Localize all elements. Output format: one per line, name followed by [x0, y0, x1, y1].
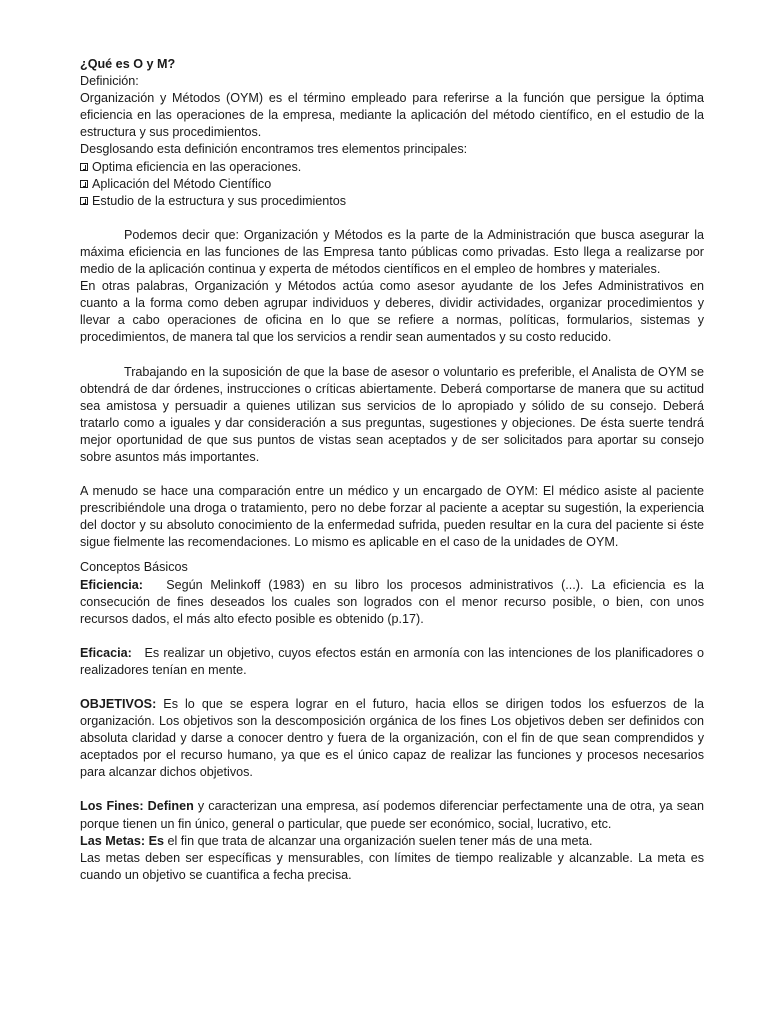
list-item: Optima eficiencia en las operaciones.: [80, 159, 704, 176]
definition-fines: Los Fines: Definen y caracterizan una empresa, así podemos diferenciar perfectamente una de otra, ya sean porque tienen un fin único, general o particular, que puede ser económico, social, lucrativo, etc.: [80, 799, 705, 831]
document-page: [80, 56, 704, 884]
checkbox-bullet-icon: [80, 163, 88, 171]
list-item: Estudio de la estructura y sus procedimientos: [80, 193, 704, 210]
definition-eficacia: Eficacia: Es realizar un objetivo, cuyos efectos están en armonía con las intenciones de los planificadores o realizadores tenían en mente.: [80, 645, 704, 677]
definition-label: Definición:: [80, 74, 139, 89]
checkbox-bullet-icon: [80, 180, 88, 188]
paragraph: Podemos decir que: Organización y Métodos es la parte de la Administración que busca asegurar la máxima eficiencia en las funciones de las Empresa tanto públicas como privadas. Esto llega a realizarse por medio de la aplicación continua y experta de métodos científicos en el empleo de hombres y materiales.: [80, 227, 704, 277]
list-item: Aplicación del Método Científico: [80, 176, 704, 193]
checkbox-bullet-icon: [80, 197, 88, 205]
definition-eficiencia: Eficiencia: Según Melinkoff (1983) en su libro los procesos administrativos (...). La eficiencia es la consecución de fines deseados los cuales son logrados con el menor recurso posible, o bien, con unos recursos dados, el más alto efecto posible es obtenido (p.17).: [80, 577, 704, 626]
paragraph: Las metas deben ser específicas y mensurables, con límites de tiempo realizable y alcanzable. La meta es cuando un objetivo se cuantifica a fecha precisa.: [80, 850, 704, 882]
definition-text: Organización y Métodos (OYM) es el término empleado para referirse a la función que persigue la óptima eficiencia en las operaciones de la empresa, mediante la aplicación del método científico, en el estudio de la estructura y sus procedimientos.: [80, 91, 704, 140]
page-title: ¿Qué es O y M?: [80, 57, 176, 71]
paragraph: En otras palabras, Organización y Métodos actúa como asesor ayudante de los Jefes Administrativos en cuanto a la forma como deben agrupar individuos y deberes, dividir actividades, organizar procedimientos y llevar a cabo operaciones de oficina en lo que se refiere a normas, políticas, formularios, sistemas y procedimientos, de manera tal que los servicios a rendir sean aumentados y su costo reducido.: [80, 279, 704, 345]
section-heading: Conceptos Básicos: [80, 560, 188, 575]
definition-metas: Las Metas: Es el fin que trata de alcanzar una organización suelen tener más de una meta.: [80, 833, 593, 848]
definition-objetivos: OBJETIVOS: Es lo que se espera lograr en el futuro, hacia ellos se dirigen todos los esfuerzos de la organización. Los objetivos son la descomposición orgánica de los fines Los objetivos deben ser definidos con absoluta claridad y darse a conocer dentro y fuera de la organización, con el fin de que sean comprendidos y aceptados por el recurso humano, ya que es el único capaz de realizar las funciones y procesos necesarios para alcanzar dichos objetivos.: [80, 697, 704, 780]
paragraph: Trabajando en la suposición de que la base de asesor o voluntario es preferible, el Analista de OYM se obtendrá de dar órdenes, instrucciones o críticas abiertamente. Deberá comportarse de manera que su actitud sea amistosa y persuadir a quienes utilizan sus servicios de lo apropiado y sólido de su consejo. Deberá tratarlo como a iguales y dar consideración a sus preguntas, sugestiones y objeciones. De ésta suerte tendrá mejor oportunidad de que sus puntos de vistas sean aceptados y de ser solicitados para aportar su consejo sobre asuntos más importantes.: [80, 364, 704, 464]
paragraph: A menudo se hace una comparación entre un médico y un encargado de OYM: El médico asiste al paciente prescribiéndole una droga o tratamiento, pero no debe forzar al paciente a aceptar su sugestión, la experiencia del doctor y su absoluto conocimiento de la enfermedad sufrida, pueden resultar en la cura del paciente si éste sigue fielmente las recomendaciones. Lo mismo es aplicable en el caso de la unidades de OYM.: [80, 484, 704, 550]
breakdown-intro: Desglosando esta definición encontramos tres elementos principales:: [80, 142, 468, 157]
